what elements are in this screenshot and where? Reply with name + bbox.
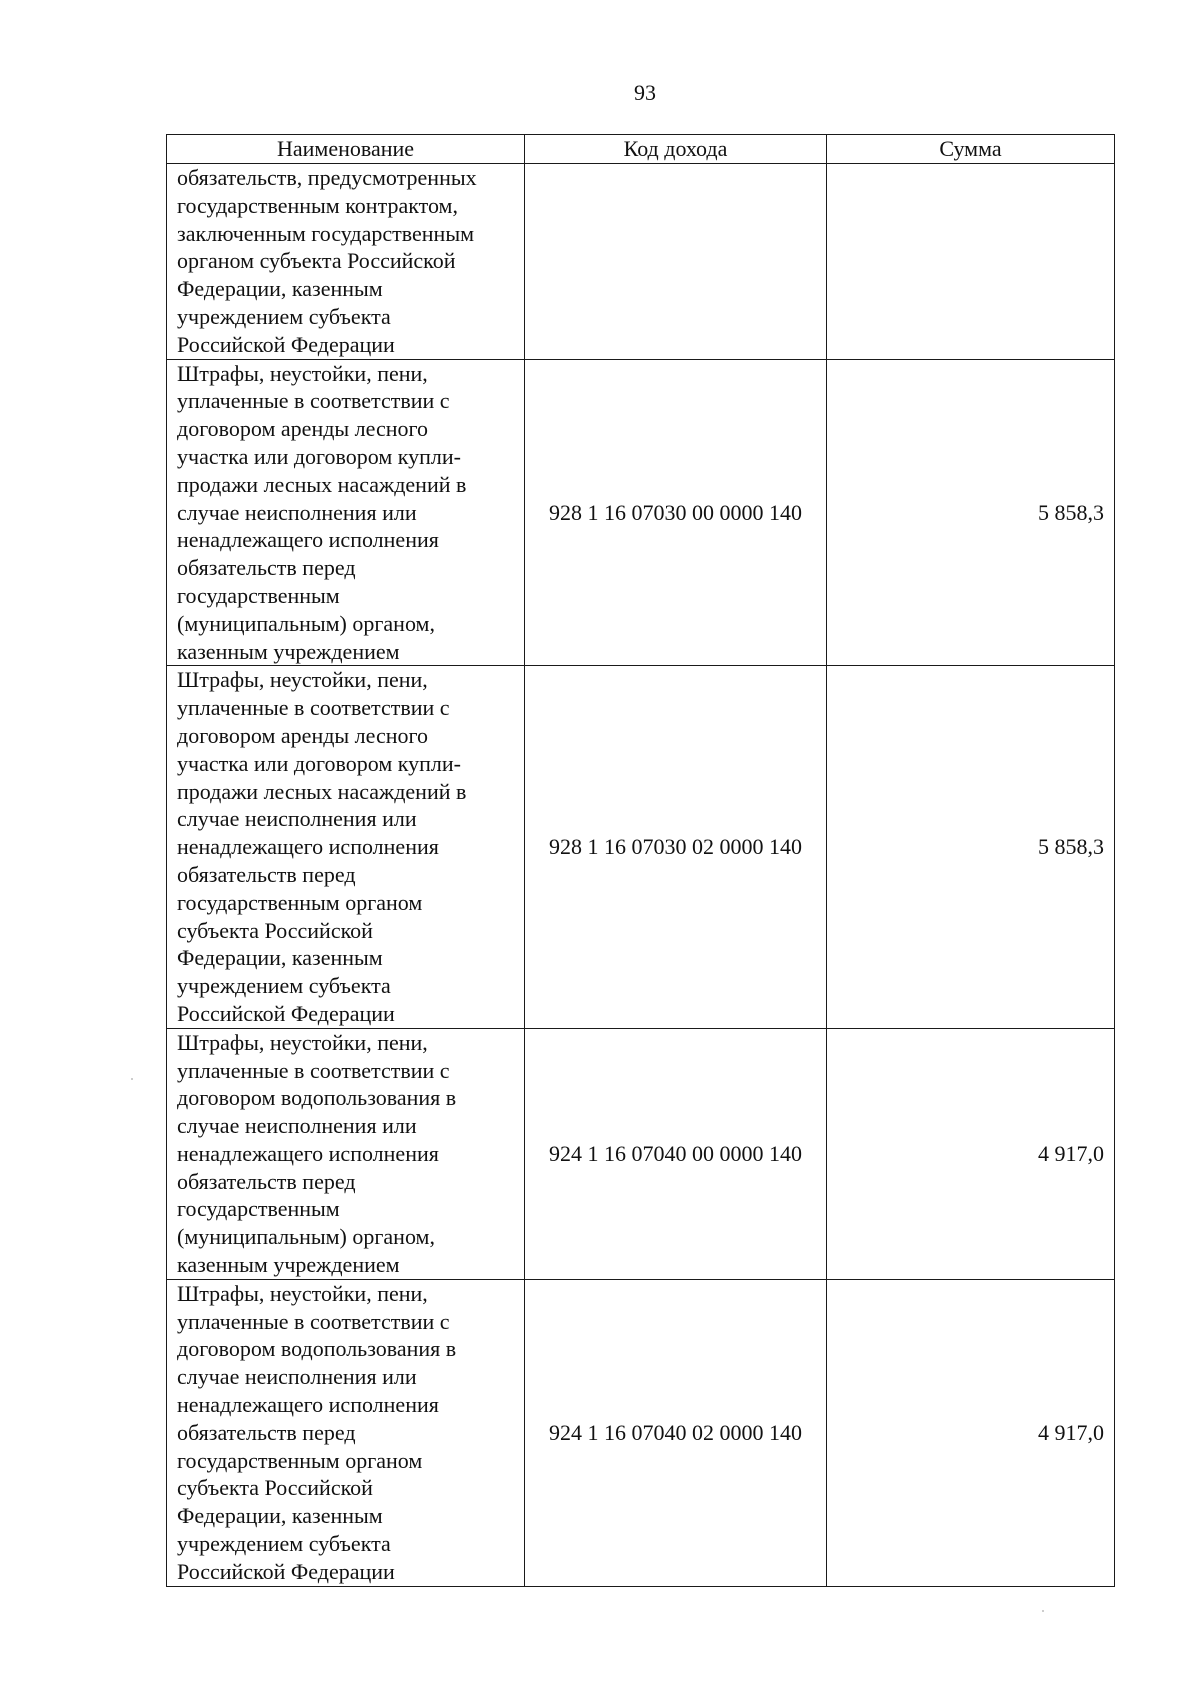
row-sum [827, 164, 1115, 360]
row-code: 924 1 16 07040 00 0000 140 [525, 1028, 827, 1279]
table-row [167, 359, 1115, 666]
row-code: 928 1 16 07030 02 0000 140 [525, 666, 827, 1028]
table-row [167, 164, 1115, 360]
row-code: 924 1 16 07040 02 0000 140 [525, 1279, 827, 1586]
page-number: 93 [634, 80, 656, 105]
table-header [167, 135, 1115, 164]
row-code [525, 164, 827, 360]
header-code: Код дохода [525, 135, 827, 164]
table-row [167, 666, 1115, 1028]
revenue-table [166, 134, 1115, 1587]
row-name: Штрафы, неустойки, пени, уплаченные в соответствии с договором аренды лесного участка или договором купли- продажи лесных насаждений в случае неисполнения или ненадлежащего исполнения обязательств перед государственным (муниципальным) органом, казенным учреждением [167, 359, 525, 666]
row-sum: 5 858,3 [827, 666, 1115, 1028]
row-name: Штрафы, неустойки, пени, уплаченные в соответствии с договором аренды лесного участка или договором купли- продажи лесных насаждений в случае неисполнения или ненадлежащего исполнения обязательств перед государственным органом субъекта Российской Федерации, казенным учреждением субъекта Российской Федерации [167, 666, 525, 1028]
row-name: обязательств, предусмотренных государственным контрактом, заключенным государственным органом субъекта Российской Федерации, казенным учреждением субъекта Российской Федерации [167, 164, 525, 360]
row-code: 928 1 16 07030 00 0000 140 [525, 359, 827, 666]
scan-speck [131, 1078, 133, 1080]
row-name: Штрафы, неустойки, пени, уплаченные в соответствии с договором водопользования в случае неисполнения или ненадлежащего исполнения обязательств перед государственным (муниципальным) органом, казенным учреждением [167, 1028, 525, 1279]
header-row [167, 135, 1115, 164]
header-name: Наименование [167, 135, 525, 164]
row-sum: 4 917,0 [827, 1028, 1115, 1279]
row-sum: 5 858,3 [827, 359, 1115, 666]
table-body [167, 164, 1115, 1587]
row-sum: 4 917,0 [827, 1279, 1115, 1586]
table-row [167, 1279, 1115, 1586]
header-sum: Сумма [827, 135, 1115, 164]
row-name: Штрафы, неустойки, пени, уплаченные в соответствии с договором водопользования в случае неисполнения или ненадлежащего исполнения обязательств перед государственным органом субъекта Российской Федерации, казенным учреждением субъекта Российской Федерации [167, 1279, 525, 1586]
scan-speck [1042, 1610, 1044, 1612]
table-row [167, 1028, 1115, 1279]
